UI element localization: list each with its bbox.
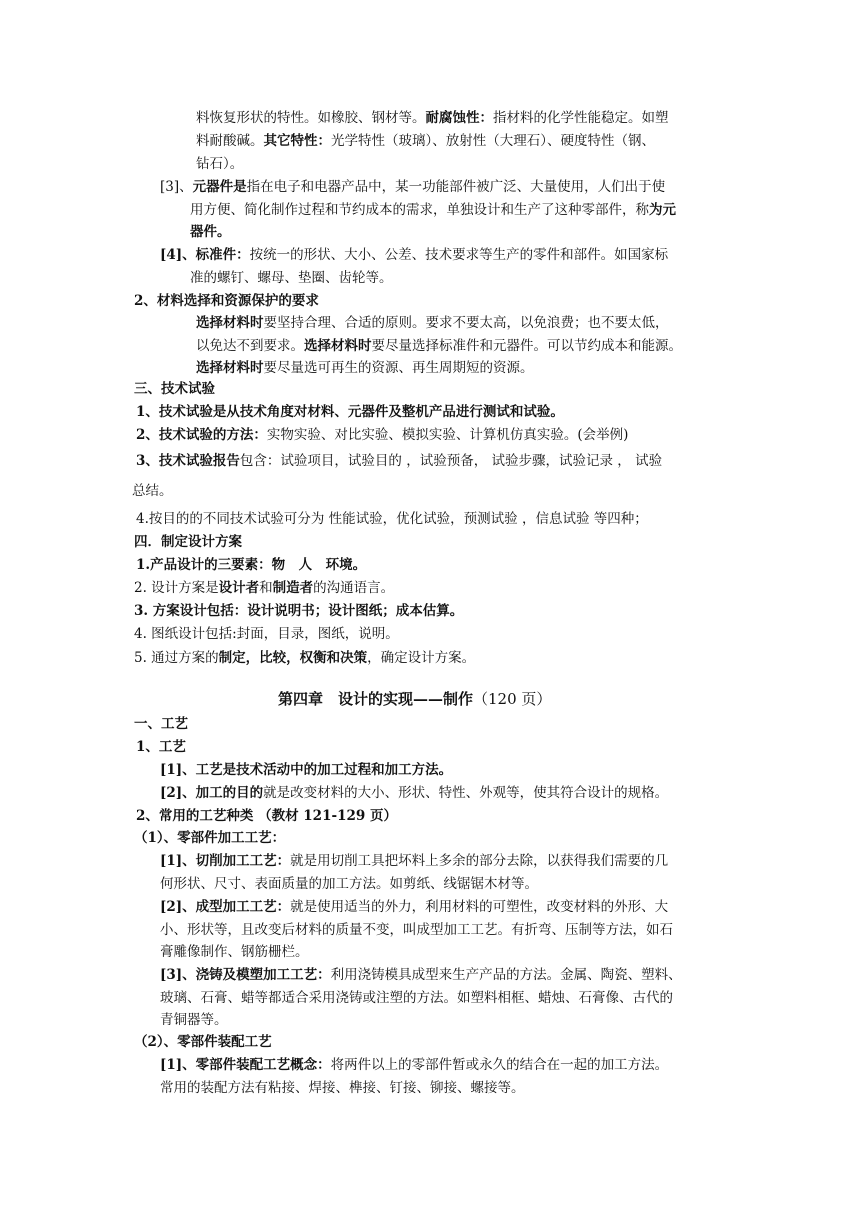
text: 实物实验、对比实验、模拟实验、计算机仿真实验。(会举例)	[266, 427, 629, 443]
subsection-heading	[136, 737, 186, 757]
item-4-line-1	[160, 245, 668, 265]
text-line: 常用的装配方法有粘接、焊接、榫接、钉接、铆接、螺接等。	[160, 1080, 525, 1096]
section-heading	[134, 532, 242, 552]
term: [1]、切削加工工艺：	[160, 853, 291, 869]
heading-text: 三、技术试验	[134, 381, 215, 397]
text: 包含：试验项目，试验目的 ，试验预备， 试验步骤，试验记录 ， 试验	[239, 453, 663, 469]
heading-text: 四．制定设计方案	[134, 534, 242, 550]
text: 就是用切削工具把坏料上多余的部分去除，以获得我们需要的几	[290, 853, 669, 869]
text: 指材料的化学性能稳定。如塑	[493, 110, 669, 126]
term: 器件。	[190, 224, 231, 240]
chapter-page-ref: （120 页）	[473, 690, 552, 708]
text-line: 4. 图纸设计包括:封面，目录，图纸，说明。	[134, 626, 399, 642]
text-line	[134, 601, 463, 621]
text-line: 4.按目的的不同技术试验可分为 性能试验，优化试验，预测试验 ，信息试验 等四种；	[136, 511, 648, 527]
text-line	[136, 555, 366, 575]
term: 选择材料时	[304, 338, 372, 354]
text-line	[160, 897, 668, 917]
chapter-title-text: 第四章 设计的实现——制作	[278, 690, 474, 708]
text: 要尽量选择标准件和元器件。可以节约成本和能源。	[371, 338, 682, 354]
heading-text: （1）、零部件加工工艺：	[134, 830, 286, 846]
term: 2、技术试验的方法：	[136, 427, 267, 443]
item-3-line-1	[160, 177, 665, 197]
term: 其它特性：	[263, 133, 331, 149]
text-line: 何形状、尺寸、表面质量的加工方法。如剪纸、线锯锯木材等。	[160, 876, 538, 892]
text-line	[134, 578, 394, 598]
term: 选择材料时	[196, 315, 264, 331]
text-line	[196, 358, 534, 378]
text: 要尽量选可再生的资源、再生周期短的资源。	[263, 360, 534, 376]
term: 为元	[649, 202, 676, 218]
group-heading	[134, 828, 285, 848]
item-4-line-2: 准的螺钉、螺母、垫圈、齿轮等。	[190, 270, 393, 286]
text-line	[196, 108, 669, 128]
text-line: 玻璃、石膏、蜡等都适合采用浇铸或注塑的方法。如塑料相框、蜡烛、石膏像、古代的	[160, 990, 673, 1006]
term: [1]、零部件装配工艺概念：	[160, 1057, 331, 1073]
text: 料恢复形状的特性。如橡胶、钢材等。	[196, 110, 426, 126]
text-line	[196, 131, 655, 151]
text: 1、技术试验是从技术角度对材料、元器件及整机产品进行测试和试验。	[136, 404, 564, 420]
text: 5. 通过方案的	[134, 650, 219, 666]
text-line	[160, 851, 668, 871]
section-heading	[134, 291, 319, 311]
heading-text: （2）、零部件装配工艺	[134, 1034, 272, 1050]
text: 和	[259, 580, 273, 596]
text-line: 总结。	[132, 483, 173, 499]
text: 料耐酸碱。	[196, 133, 264, 149]
text: 按统一的形状、大小、公差、技术要求等生产的零件和部件。如国家标	[249, 247, 669, 263]
text: 光学特性（玻璃）、放射性（大理石）、硬度特性（钢、	[331, 133, 655, 149]
term: 选择材料时	[196, 360, 264, 376]
text-line: 钻石）。	[196, 156, 244, 172]
text: 用方便、简化制作过程和节约成本的需求，单独设计和生产了这种零部件，称	[190, 202, 649, 218]
term: 制定，比较，权衡和决策	[218, 650, 368, 666]
text-line	[196, 336, 682, 356]
term: [2]、成型加工工艺：	[160, 899, 291, 915]
section-heading	[134, 379, 215, 399]
term: 耐腐蚀性：	[425, 110, 493, 126]
term: 设计者	[218, 580, 260, 596]
text-line	[160, 783, 668, 803]
section-heading	[134, 714, 188, 734]
item-number: [3]、	[160, 179, 193, 195]
text: 以免达不到要求。	[196, 338, 304, 354]
text: 就是改变材料的大小、形状、特性、外观等，使其符合设计的规格。	[263, 785, 669, 801]
heading-text: 2、材料选择和资源保护的要求	[134, 293, 319, 309]
text: 指在电子和电器产品中，某一功能部件被广泛、大量使用，人们出于使	[246, 179, 666, 195]
term: 3、技术试验报告	[136, 453, 240, 469]
text-line	[136, 451, 662, 471]
term: 制造者	[272, 580, 314, 596]
term: [3]、浇铸及模塑加工工艺：	[160, 967, 331, 983]
text: 1.产品设计的三要素：物 人 环境。	[136, 557, 367, 573]
text: ，确定设计方案。	[367, 650, 476, 666]
text-line	[160, 760, 452, 780]
text-line	[136, 402, 564, 422]
term: [4]、标准件：	[160, 247, 250, 263]
heading-text: 1、工艺	[136, 739, 186, 755]
text: 就是使用适当的外力，利用材料的可塑性，改变材料的外形、大	[290, 899, 669, 915]
text: 3. 方案设计包括：设计说明书；设计图纸；成本估算。	[134, 603, 464, 619]
text-line	[196, 313, 669, 333]
item-3-line-3	[190, 222, 231, 242]
heading-text: 2、常用的工艺种类 （教材 121-129 页）	[136, 808, 397, 824]
text: 利用浇铸模具成型来生产产品的方法。金属、陶瓷、塑料、	[330, 967, 682, 983]
text-line	[160, 1055, 668, 1075]
group-heading	[134, 1032, 272, 1052]
text-line: 小、形状等，且改变后材料的质量不变，叫成型加工工艺。有折弯、压制等方法，如石	[160, 922, 673, 938]
text-line	[160, 965, 682, 985]
text: [1]、工艺是技术活动中的加工过程和加工方法。	[160, 762, 453, 778]
term: [2]、加工的目的	[160, 785, 264, 801]
item-3-line-2	[190, 200, 676, 220]
text-line: 青铜器等。	[160, 1012, 228, 1028]
chapter-title	[278, 689, 551, 709]
heading-text: 一、工艺	[134, 716, 188, 732]
text: 将两件以上的零部件暂或永久的结合在一起的加工方法。	[330, 1057, 669, 1073]
text: 的沟通语言。	[313, 580, 395, 596]
text-line	[134, 648, 475, 668]
text-line	[136, 425, 628, 445]
text-line: 膏雕像制作、钢筋栅栏。	[160, 944, 309, 960]
subsection-heading	[136, 806, 397, 826]
text: 2. 设计方案是	[134, 580, 219, 596]
text: 要坚持合理、合适的原则。要求不要太高，以免浪费；也不要太低，	[263, 315, 669, 331]
term: 元器件是	[192, 179, 247, 195]
